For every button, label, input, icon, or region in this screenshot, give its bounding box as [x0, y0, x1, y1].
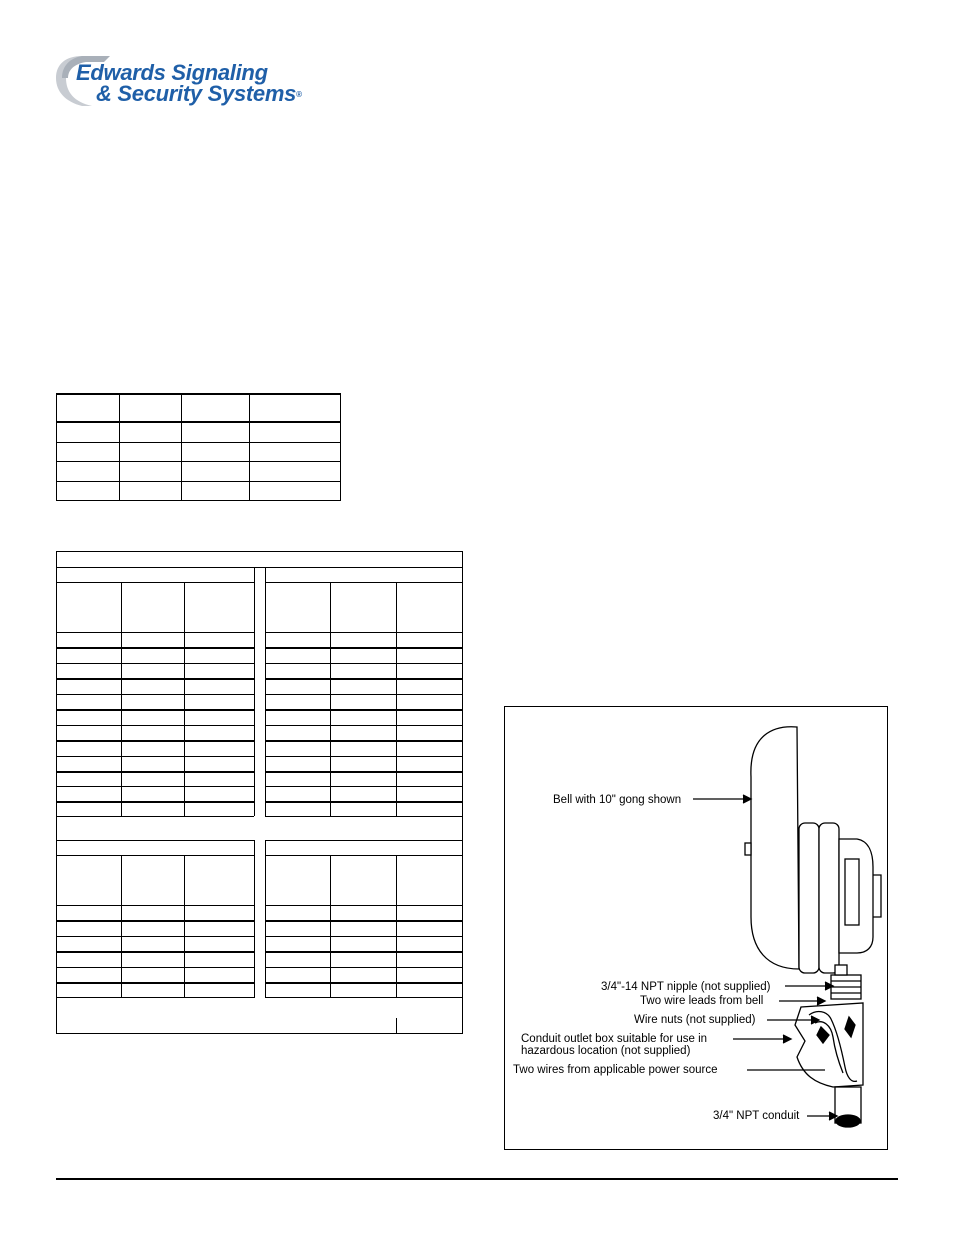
- large-table-title-rule: [56, 567, 463, 568]
- large-table-row-rule: [56, 951, 254, 953]
- bell-illustration-icon: [505, 707, 889, 1151]
- large-table-row-rule: [265, 709, 463, 711]
- small-table-col-rule: [249, 393, 250, 501]
- small-table-top-rule: [56, 393, 341, 395]
- callout-power: Two wires from applicable power source: [513, 1064, 718, 1076]
- large-table-col-rule: [121, 582, 122, 816]
- large-table-row-rule: [265, 663, 463, 664]
- large-table-row-rule: [56, 756, 254, 757]
- large-table-row-rule: [265, 951, 463, 953]
- small-table-col-rule: [119, 393, 120, 501]
- large-table-row-rule: [56, 855, 254, 856]
- large-table-row-rule: [265, 647, 463, 649]
- large-table-col-rule: [121, 855, 122, 998]
- small-table-frame: [56, 393, 341, 501]
- large-table-frame: [56, 551, 463, 1034]
- large-table-col-rule: [396, 855, 397, 998]
- logo-line-1: Edwards Signaling: [76, 60, 268, 85]
- small-table-row-rule: [56, 461, 341, 462]
- large-table-group-divider: [265, 840, 266, 998]
- large-table-row-rule: [265, 920, 463, 922]
- logo-line-2: & Security Systems®: [96, 81, 302, 106]
- large-table-row-rule: [56, 967, 254, 968]
- large-table-row-rule: [56, 647, 254, 649]
- large-table-row-rule: [56, 771, 254, 773]
- large-table-row-rule: [56, 740, 254, 742]
- large-table-group-rule: [265, 582, 463, 583]
- large-table-row-rule: [265, 801, 463, 803]
- large-table-row-rule: [265, 855, 463, 856]
- large-table-col-rule: [184, 855, 185, 998]
- bell-wiring-diagram: [504, 706, 888, 1150]
- large-table-group-divider: [254, 840, 255, 998]
- callout-conduit-box-line2: hazardous location (not supplied): [521, 1045, 691, 1057]
- large-table-row-rule: [56, 816, 254, 817]
- large-table-row-rule: [56, 694, 254, 695]
- large-table-row-rule: [265, 982, 463, 984]
- large-table-group-divider: [254, 567, 255, 816]
- large-table-row-rule: [265, 725, 463, 726]
- large-table-row-rule: [56, 663, 254, 664]
- large-table-row-rule: [56, 982, 254, 984]
- large-table-row-rule: [56, 997, 254, 998]
- large-table-col-rule: [396, 582, 397, 816]
- large-table-row-rule: [265, 756, 463, 757]
- large-table-group-rule: [56, 840, 254, 841]
- brand-logo: [52, 52, 342, 110]
- large-table-row-rule: [56, 786, 254, 787]
- large-table-row-rule: [265, 740, 463, 742]
- callout-wirenuts: Wire nuts (not supplied): [634, 1014, 756, 1026]
- large-table-col-rule: [184, 582, 185, 816]
- large-table-group-rule: [56, 582, 254, 583]
- large-table-footnote-divider: [396, 1018, 397, 1034]
- callout-nipple: 3/4"-14 NPT nipple (not supplied): [601, 981, 771, 993]
- large-table-row-rule: [265, 816, 463, 817]
- large-table-row-rule: [56, 632, 254, 633]
- callout-conduit: 3/4" NPT conduit: [713, 1110, 800, 1122]
- small-table-col-rule: [181, 393, 182, 501]
- large-table-col-rule: [330, 582, 331, 816]
- callout-bell: Bell with 10" gong shown: [553, 794, 682, 806]
- footer-rule: [56, 1178, 898, 1180]
- large-table-row-rule: [265, 997, 463, 998]
- large-table-row-rule: [265, 771, 463, 773]
- large-table-row-rule: [56, 709, 254, 711]
- large-table-row-rule: [265, 632, 463, 633]
- large-table-row-rule: [56, 936, 254, 937]
- large-table-row-rule: [265, 905, 463, 906]
- callout-conduit-box-line1: Conduit outlet box suitable for use in: [521, 1033, 708, 1045]
- large-table-row-rule: [56, 678, 254, 680]
- large-table-group-divider: [265, 567, 266, 816]
- large-table-row-rule: [265, 678, 463, 680]
- callout-leads: Two wire leads from bell: [640, 995, 764, 1007]
- large-table-row-rule: [265, 936, 463, 937]
- large-table-row-rule: [265, 694, 463, 695]
- small-table-row-rule: [56, 481, 341, 482]
- small-table-header-rule: [56, 421, 341, 423]
- large-table-row-rule: [56, 920, 254, 922]
- large-table-row-rule: [56, 725, 254, 726]
- large-table-row-rule: [265, 786, 463, 787]
- large-table-group-rule: [265, 840, 463, 841]
- small-table-row-rule: [56, 442, 341, 443]
- large-table-row-rule: [56, 905, 254, 906]
- large-table-col-rule: [330, 855, 331, 998]
- large-table-row-rule: [56, 801, 254, 803]
- large-table-row-rule: [265, 967, 463, 968]
